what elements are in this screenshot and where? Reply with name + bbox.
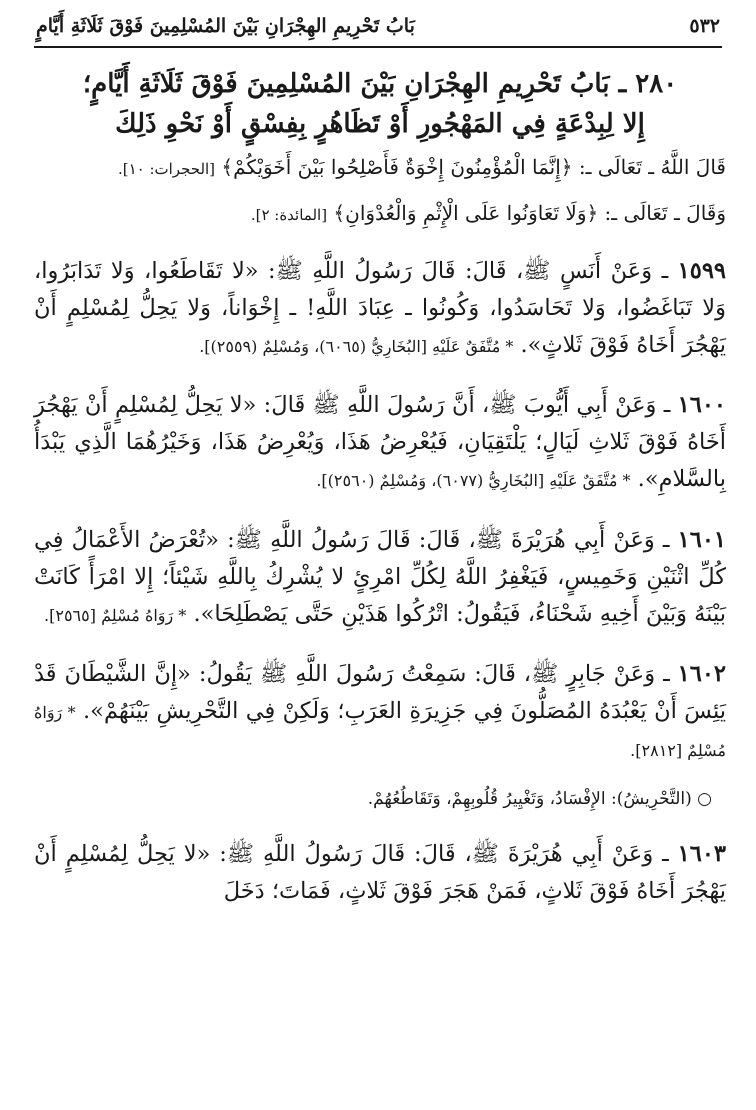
chapter-title-line-1: ٢٨٠ ـ بَابُ تَحْرِيمِ الهِجْرَانِ بَيْنَ المُسْلِمِينَ فَوْقَ ثَلَاثَةِ أَيَّامٍ؛ bbox=[82, 69, 678, 99]
page-number: ٥٣٢ bbox=[689, 15, 720, 37]
hadith-source: * رَوَاهُ مُسْلِمٌ [٢٨١٢]. bbox=[34, 703, 726, 760]
verse-text: وَقَالَ ـ تَعَالَى ـ: ﴿وَلَا تَعَاوَنُوا عَلَى الْإِثْمِ وَالْعُدْوَانِ﴾ bbox=[333, 201, 726, 225]
hadith-text: ـ وَعَنْ أَبِي هُرَيْرَةَ ﷺ، قَالَ: قَالَ رَسُولُ اللَّهِ ﷺ: «لا يَحِلُّ لِمُسْلِمٍ أَنْ يَهْجُرَ أَخَاهُ فَوْقَ ثَلاثٍ، فَمَنْ هَجَرَ فَوْقَ ثَلاثٍ، فَمَاتَ؛ دَخَلَ bbox=[34, 840, 726, 904]
verse-reference: [الحجرات: ١٠]. bbox=[117, 160, 216, 178]
hadith-number: ١٦٠٣ bbox=[677, 840, 726, 867]
hadith-text: ـ وَعَنْ أَنَسٍ ﷺ، قَالَ: قَالَ رَسُولُ اللَّهِ ﷺ: «لا تَقَاطَعُوا، وَلا تَدَابَرُوا، وَلا تَبَاغَضُوا، وَلا تَحَاسَدُوا، وَكُونُوا ـ عِبَادَ اللَّهِ! ـ إِخْوَاناً، وَلا يَحِلُّ لِمُسْلِمٍ أَنْ يَهْجُرَ أَخَاهُ فَوْقَ ثَلاثٍ». bbox=[34, 257, 726, 358]
hadith-paragraph bbox=[34, 253, 726, 365]
header-rule bbox=[34, 46, 722, 48]
hadith-number: ١٦٠٠ bbox=[677, 392, 726, 418]
hadith-paragraph bbox=[34, 836, 726, 910]
gloss-note: ○ (التَّحْرِيشُ): الإِفْسَادُ، وَتَغْيِيرُ قُلُوبِهِمْ، وَتَقَاطُعُهُمْ. bbox=[367, 789, 712, 809]
hadith-text: ـ وَعَنْ أَبِي أَيُّوبَ ﷺ، أَنَّ رَسُولَ اللَّهِ ﷺ قَالَ: «لا يَحِلُّ لِمُسْلِمٍ أَنْ يَهْجُرَ أَخَاهُ فَوْقَ ثَلاثِ لَيَالٍ؛ يَلْتَقِيَانِ، فَيُعْرِضُ هَذَا، وَيُعْرِضُ هَذَا، وَخَيْرُهُمَا الَّذِي يَبْدَأُ بِالسَّلامِ». bbox=[34, 392, 726, 492]
hadith-text: ـ وَعَنْ أَبِي هُرَيْرَةَ ﷺ، قَالَ: قَالَ رَسُولُ اللَّهِ ﷺ: «تُعْرَضُ الأَعْمَالُ فِي كُلِّ اثْنَيْنِ وَخَمِيسٍ، فَيَغْفِرُ اللَّهُ لِكُلِّ امْرِئٍ لا يُشْرِكُ بِاللَّهِ شَيْئاً؛ إِلا امْرَأً كَانَتْ بَيْنَهُ وَبَيْنَ أَخِيهِ شَحْنَاءُ، فَيَقُولُ: اتْرُكُوا هَذَيْنِ حَتَّى يَصْطَلِحَا». bbox=[34, 526, 726, 627]
hadith-source: * رَوَاهُ مُسْلِمٌ [٢٥٦٥]. bbox=[44, 605, 187, 625]
running-header bbox=[36, 8, 720, 44]
verse-text: قَالَ اللَّهُ ـ تَعَالَى ـ: ﴿إِنَّمَا الْمُؤْمِنُونَ إِخْوَةٌ فَأَصْلِحُوا بَيْنَ أَخَوَيْكُمْ﴾ bbox=[221, 155, 726, 179]
quran-verse bbox=[34, 198, 726, 230]
hadith-source: * مُتَّفَقٌ عَلَيْهِ [البُخَارِيُّ (٦٠٦٥)، وَمُسْلِمٌ (٢٥٥٩)]. bbox=[199, 336, 514, 356]
chapter-title bbox=[34, 64, 726, 144]
hadith-number: ١٥٩٩ bbox=[677, 257, 726, 284]
quran-verse bbox=[34, 152, 726, 184]
hadith-number: ١٦٠١ bbox=[677, 526, 726, 553]
hadith-paragraph bbox=[34, 387, 726, 499]
page-body bbox=[34, 58, 726, 930]
hadith-number: ١٦٠٢ bbox=[677, 661, 726, 687]
hadith-text: ـ وَعَنْ جَابِرٍ ﷺ، قَالَ: سَمِعْتُ رَسُولَ اللَّهِ ﷺ يَقُولُ: «إِنَّ الشَّيْطَانَ قَدْ يَئِسَ أَنْ يَعْبُدَهُ المُصَلُّونَ فِي جَزِيرَةِ العَرَبِ؛ وَلَكِنْ فِي التَّحْرِيشِ بَيْنَهُمْ». bbox=[34, 661, 726, 724]
hadith-paragraph bbox=[34, 656, 726, 769]
hadith-source: * مُتَّفَقٌ عَلَيْهِ [البُخَارِيُّ (٦٠٧٧)، وَمُسْلِمٌ (٢٥٦٠)]. bbox=[316, 471, 631, 490]
verse-reference: [المائدة: ٢]. bbox=[250, 206, 328, 224]
chapter-title-line-2: إِلا لِبِدْعَةٍ فِي المَهْجُورِ أَوْ تَظَاهُرٍ بِفِسْقٍ أَوْ نَحْوِ ذَلِكَ bbox=[115, 109, 645, 139]
running-title: بَابُ تَحْرِيمِ الهِجْرَانِ بَيْنَ المُسْلِمِينَ فَوْقَ ثَلَاثَةِ أَيَّامٍ bbox=[36, 15, 415, 37]
hadith-paragraph bbox=[34, 522, 726, 634]
